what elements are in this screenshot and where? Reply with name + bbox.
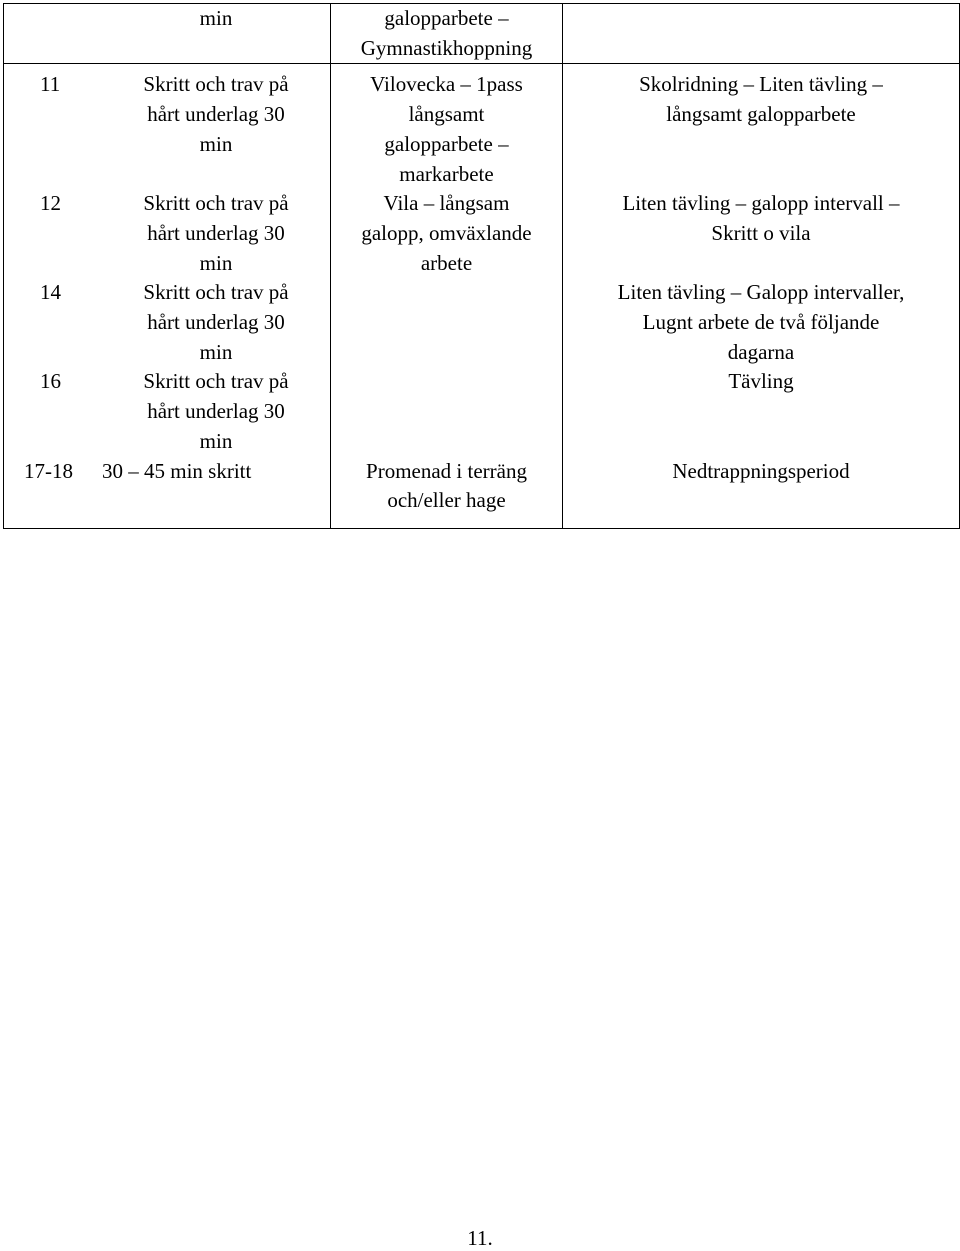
activity-text: 30 – 45 min skritt: [102, 458, 252, 483]
week-number: [40, 4, 102, 34]
competition-cell: Liten tävling – galopp intervall – Skritt o vila: [563, 189, 960, 278]
table-row: [4, 189, 960, 278]
training-schedule-table: [3, 3, 960, 529]
week-number: 17-18: [24, 458, 73, 483]
table-row: [4, 278, 960, 367]
table-row: [4, 64, 960, 189]
table-row: [4, 367, 960, 456]
continuation-row: [4, 4, 960, 64]
activity-text: Skritt och trav på hårt underlag 30 min: [143, 369, 289, 453]
competition-cell: Nedtrappningsperiod: [563, 457, 960, 529]
activity-cell: [4, 278, 331, 367]
training-cell: Vila – långsam galopp, omväxlande arbete: [331, 189, 563, 278]
week-number: 16: [40, 369, 61, 394]
activity-cell: [4, 4, 331, 64]
training-cell: Promenad i terräng och/eller hage: [331, 457, 563, 529]
competition-cell: Skolridning – Liten tävling – långsamt galopparbete: [563, 64, 960, 189]
training-cell: galopparbete – Gymnastikhoppning: [331, 4, 563, 64]
page-number: 11.: [467, 1226, 493, 1250]
activity-text: min: [199, 6, 233, 30]
training-cell: [331, 367, 563, 456]
training-cell: Vilovecka – 1pass långsamt galopparbete – markarbete: [331, 64, 563, 189]
table-row: [4, 457, 960, 529]
competition-cell: [563, 4, 960, 64]
competition-cell: Tävling: [563, 367, 960, 456]
training-cell: [331, 278, 563, 367]
activity-cell: [4, 189, 331, 278]
week-number: 11: [40, 72, 61, 97]
week-number: 12: [40, 191, 61, 216]
activity-cell: [4, 457, 331, 529]
activity-cell: [4, 64, 331, 189]
activity-text: Skritt och trav på hårt underlag 30 min: [143, 191, 289, 275]
activity-text: Skritt och trav på hårt underlag 30 min: [143, 280, 289, 364]
competition-cell: Liten tävling – Galopp intervaller, Lugnt arbete de två följande dagarna: [563, 278, 960, 367]
activity-cell: [4, 367, 331, 456]
activity-text: Skritt och trav på hårt underlag 30 min: [143, 72, 289, 156]
week-number: 14: [40, 280, 61, 305]
